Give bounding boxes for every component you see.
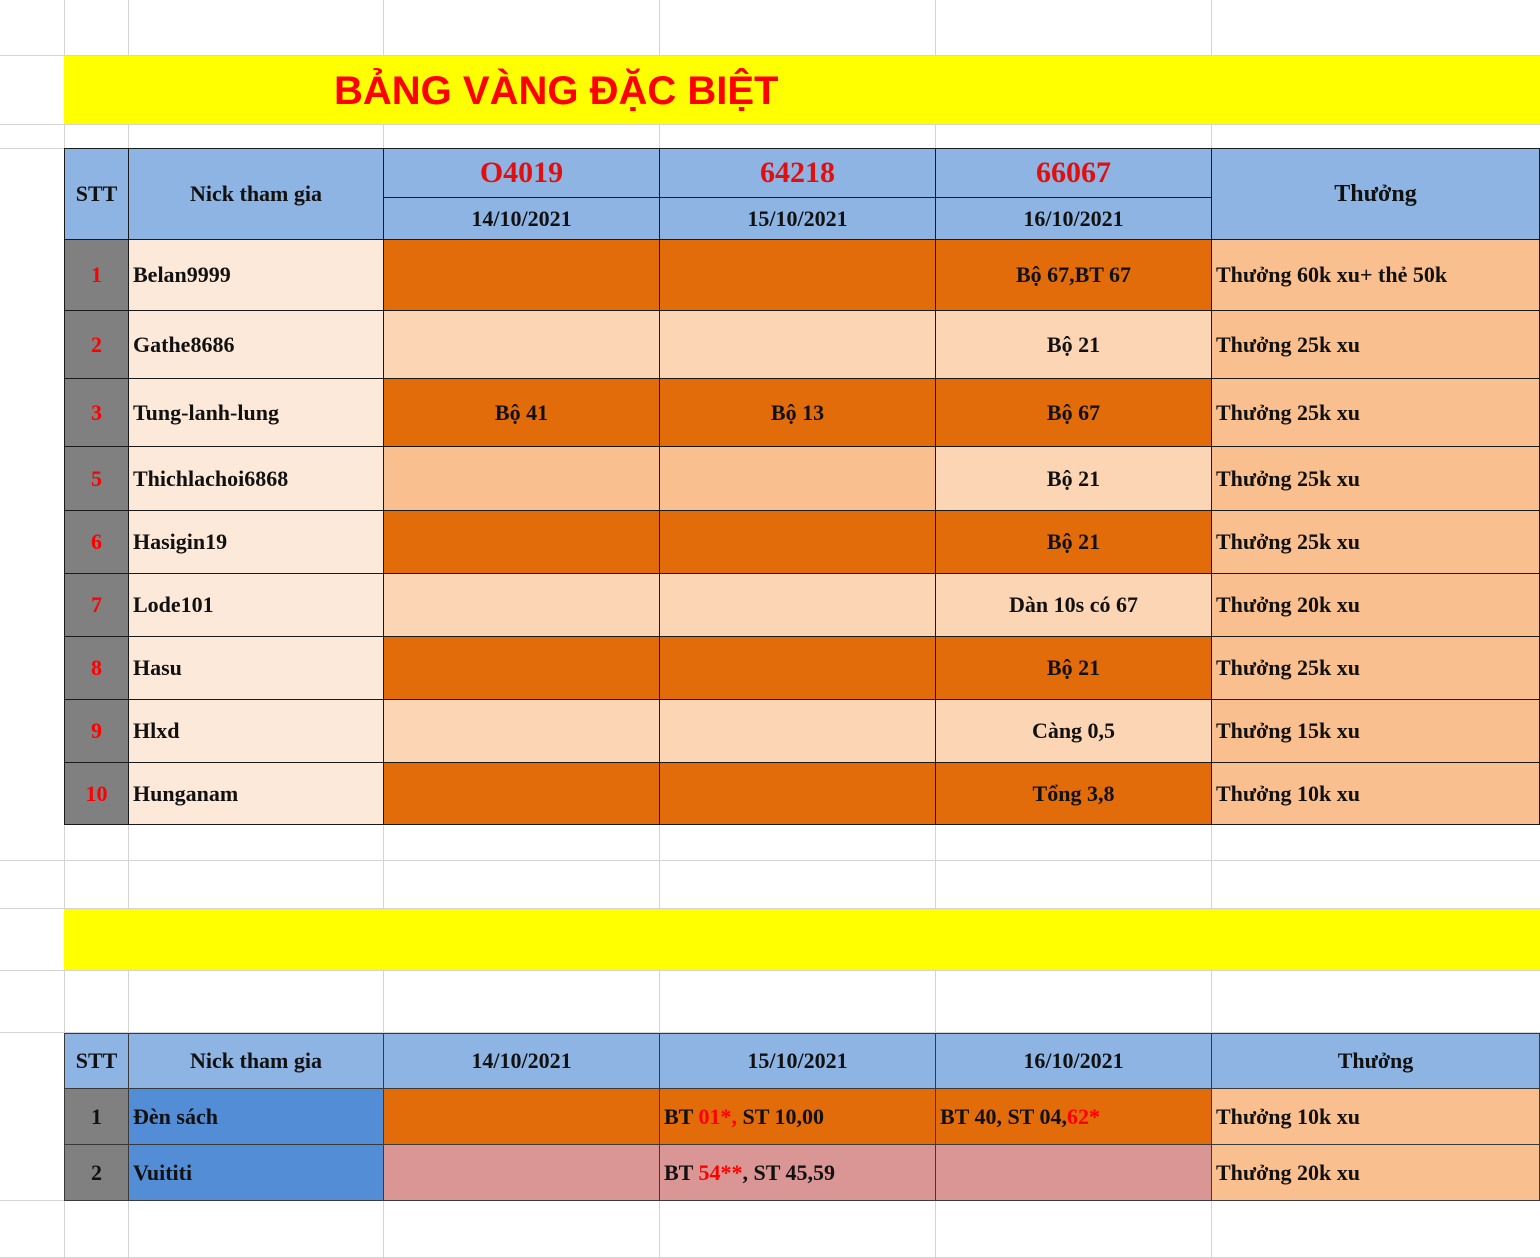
page-title: BẢNG VÀNG ĐẶC BIỆT [334,69,779,113]
row-day1 [384,447,660,511]
row-stt: 2 [65,1145,129,1201]
row-day3: Tổng 3,8 [936,763,1212,825]
row-day3: Bộ 21 [936,637,1212,700]
row-nick: Tung-lanh-lung [129,379,384,447]
row-day1 [384,1145,660,1201]
row-day1 [384,763,660,825]
row-stt: 1 [65,240,129,311]
row-stt: 5 [65,447,129,511]
row-reward: Thưởng 25k xu [1212,447,1540,511]
title-band [64,56,1540,124]
row-reward: Thưởng 25k xu [1212,637,1540,700]
header-reward: Thưởng [1212,1034,1540,1089]
row-day1 [384,700,660,763]
row-nick: Gathe8686 [129,311,384,379]
day2-text-b: ST 10,00 [736,1103,824,1129]
table-row [65,511,1540,574]
row-day1 [384,1089,660,1145]
row-day3: Bộ 67,BT 67 [936,240,1212,311]
row-day3: Bộ 21 [936,311,1212,379]
row-day1 [384,240,660,311]
table-row [65,1089,1540,1145]
header-stt: STT [65,1034,129,1089]
header-nick: Nick tham gia [129,1034,384,1089]
row-reward: Thưởng 20k xu [1212,574,1540,637]
row-nick: Hlxd [129,700,384,763]
table-row [65,311,1540,379]
row-nick: Lode101 [129,574,384,637]
row-day3: Bộ 21 [936,511,1212,574]
row-day2 [660,1089,936,1145]
day2-text-a: BT [664,1159,699,1185]
table-row [65,1145,1540,1201]
row-day2: Bộ 13 [660,379,936,447]
header-code-2: 64218 [660,149,936,198]
header-date-3: 16/10/2021 [936,198,1212,240]
row-day3: Dàn 10s có 67 [936,574,1212,637]
row-nick: Hunganam [129,763,384,825]
row-stt: 1 [65,1089,129,1145]
row-stt: 3 [65,379,129,447]
header-stt: STT [65,149,129,240]
row-stt: 10 [65,763,129,825]
row-day3 [936,1145,1212,1201]
table-row [65,447,1540,511]
section-band [64,909,1540,970]
row-day3: Bộ 21 [936,447,1212,511]
header-date-2: 15/10/2021 [660,1034,936,1089]
header-date-3: 16/10/2021 [936,1034,1212,1089]
day3-text-a: BT 40, ST 04, [940,1103,1067,1129]
table-row [65,240,1540,311]
table-row [65,379,1540,447]
table-row [65,700,1540,763]
header-code-3: 66067 [936,149,1212,198]
row-day2 [660,1145,936,1201]
row-nick: Hasu [129,637,384,700]
special-table [64,1033,1540,1201]
row-reward: Thưởng 25k xu [1212,379,1540,447]
row-reward: Thưởng 15k xu [1212,700,1540,763]
row-nick: Belan9999 [129,240,384,311]
day2-text-highlight: 54** [698,1159,743,1185]
day3-text-highlight: 62* [1066,1103,1100,1129]
leaderboard-table [64,148,1540,825]
row-reward: Thưởng 20k xu [1212,1145,1540,1201]
row-day1 [384,511,660,574]
row-day2 [660,700,936,763]
row-day2 [660,311,936,379]
row-stt: 9 [65,700,129,763]
row-nick: Đèn sách [129,1089,384,1145]
row-nick: Vuititi [129,1145,384,1201]
row-day2 [660,447,936,511]
row-day2 [660,637,936,700]
table-row [65,574,1540,637]
table-row [65,763,1540,825]
row-day3 [936,1089,1212,1145]
row-stt: 8 [65,637,129,700]
row-reward: Thưởng 10k xu [1212,1089,1540,1145]
header-nick: Nick tham gia [129,149,384,240]
row-nick: Thichlachoi6868 [129,447,384,511]
header-reward: Thưởng [1212,149,1540,240]
row-day2 [660,574,936,637]
row-day3: Bộ 67 [936,379,1212,447]
header-date-1: 14/10/2021 [384,198,660,240]
header-code-1: O4019 [384,149,660,198]
row-nick: Hasigin19 [129,511,384,574]
day2-text-a: BT [664,1103,699,1129]
row-stt: 7 [65,574,129,637]
row-day2 [660,240,936,311]
header-date-2: 15/10/2021 [660,198,936,240]
row-day2 [660,511,936,574]
row-day3: Càng 0,5 [936,700,1212,763]
row-day1 [384,637,660,700]
header-date-1: 14/10/2021 [384,1034,660,1089]
row-stt: 6 [65,511,129,574]
row-day1 [384,574,660,637]
row-reward: Thưởng 25k xu [1212,511,1540,574]
day2-text-highlight: 01*, [698,1103,737,1129]
row-reward: Thưởng 60k xu+ thẻ 50k [1212,240,1540,311]
row-day1 [384,311,660,379]
row-reward: Thưởng 25k xu [1212,311,1540,379]
row-stt: 2 [65,311,129,379]
row-day2 [660,763,936,825]
table-row [65,637,1540,700]
day2-text-b: , ST 45,59 [742,1159,835,1185]
row-day1: Bộ 41 [384,379,660,447]
row-reward: Thưởng 10k xu [1212,763,1540,825]
